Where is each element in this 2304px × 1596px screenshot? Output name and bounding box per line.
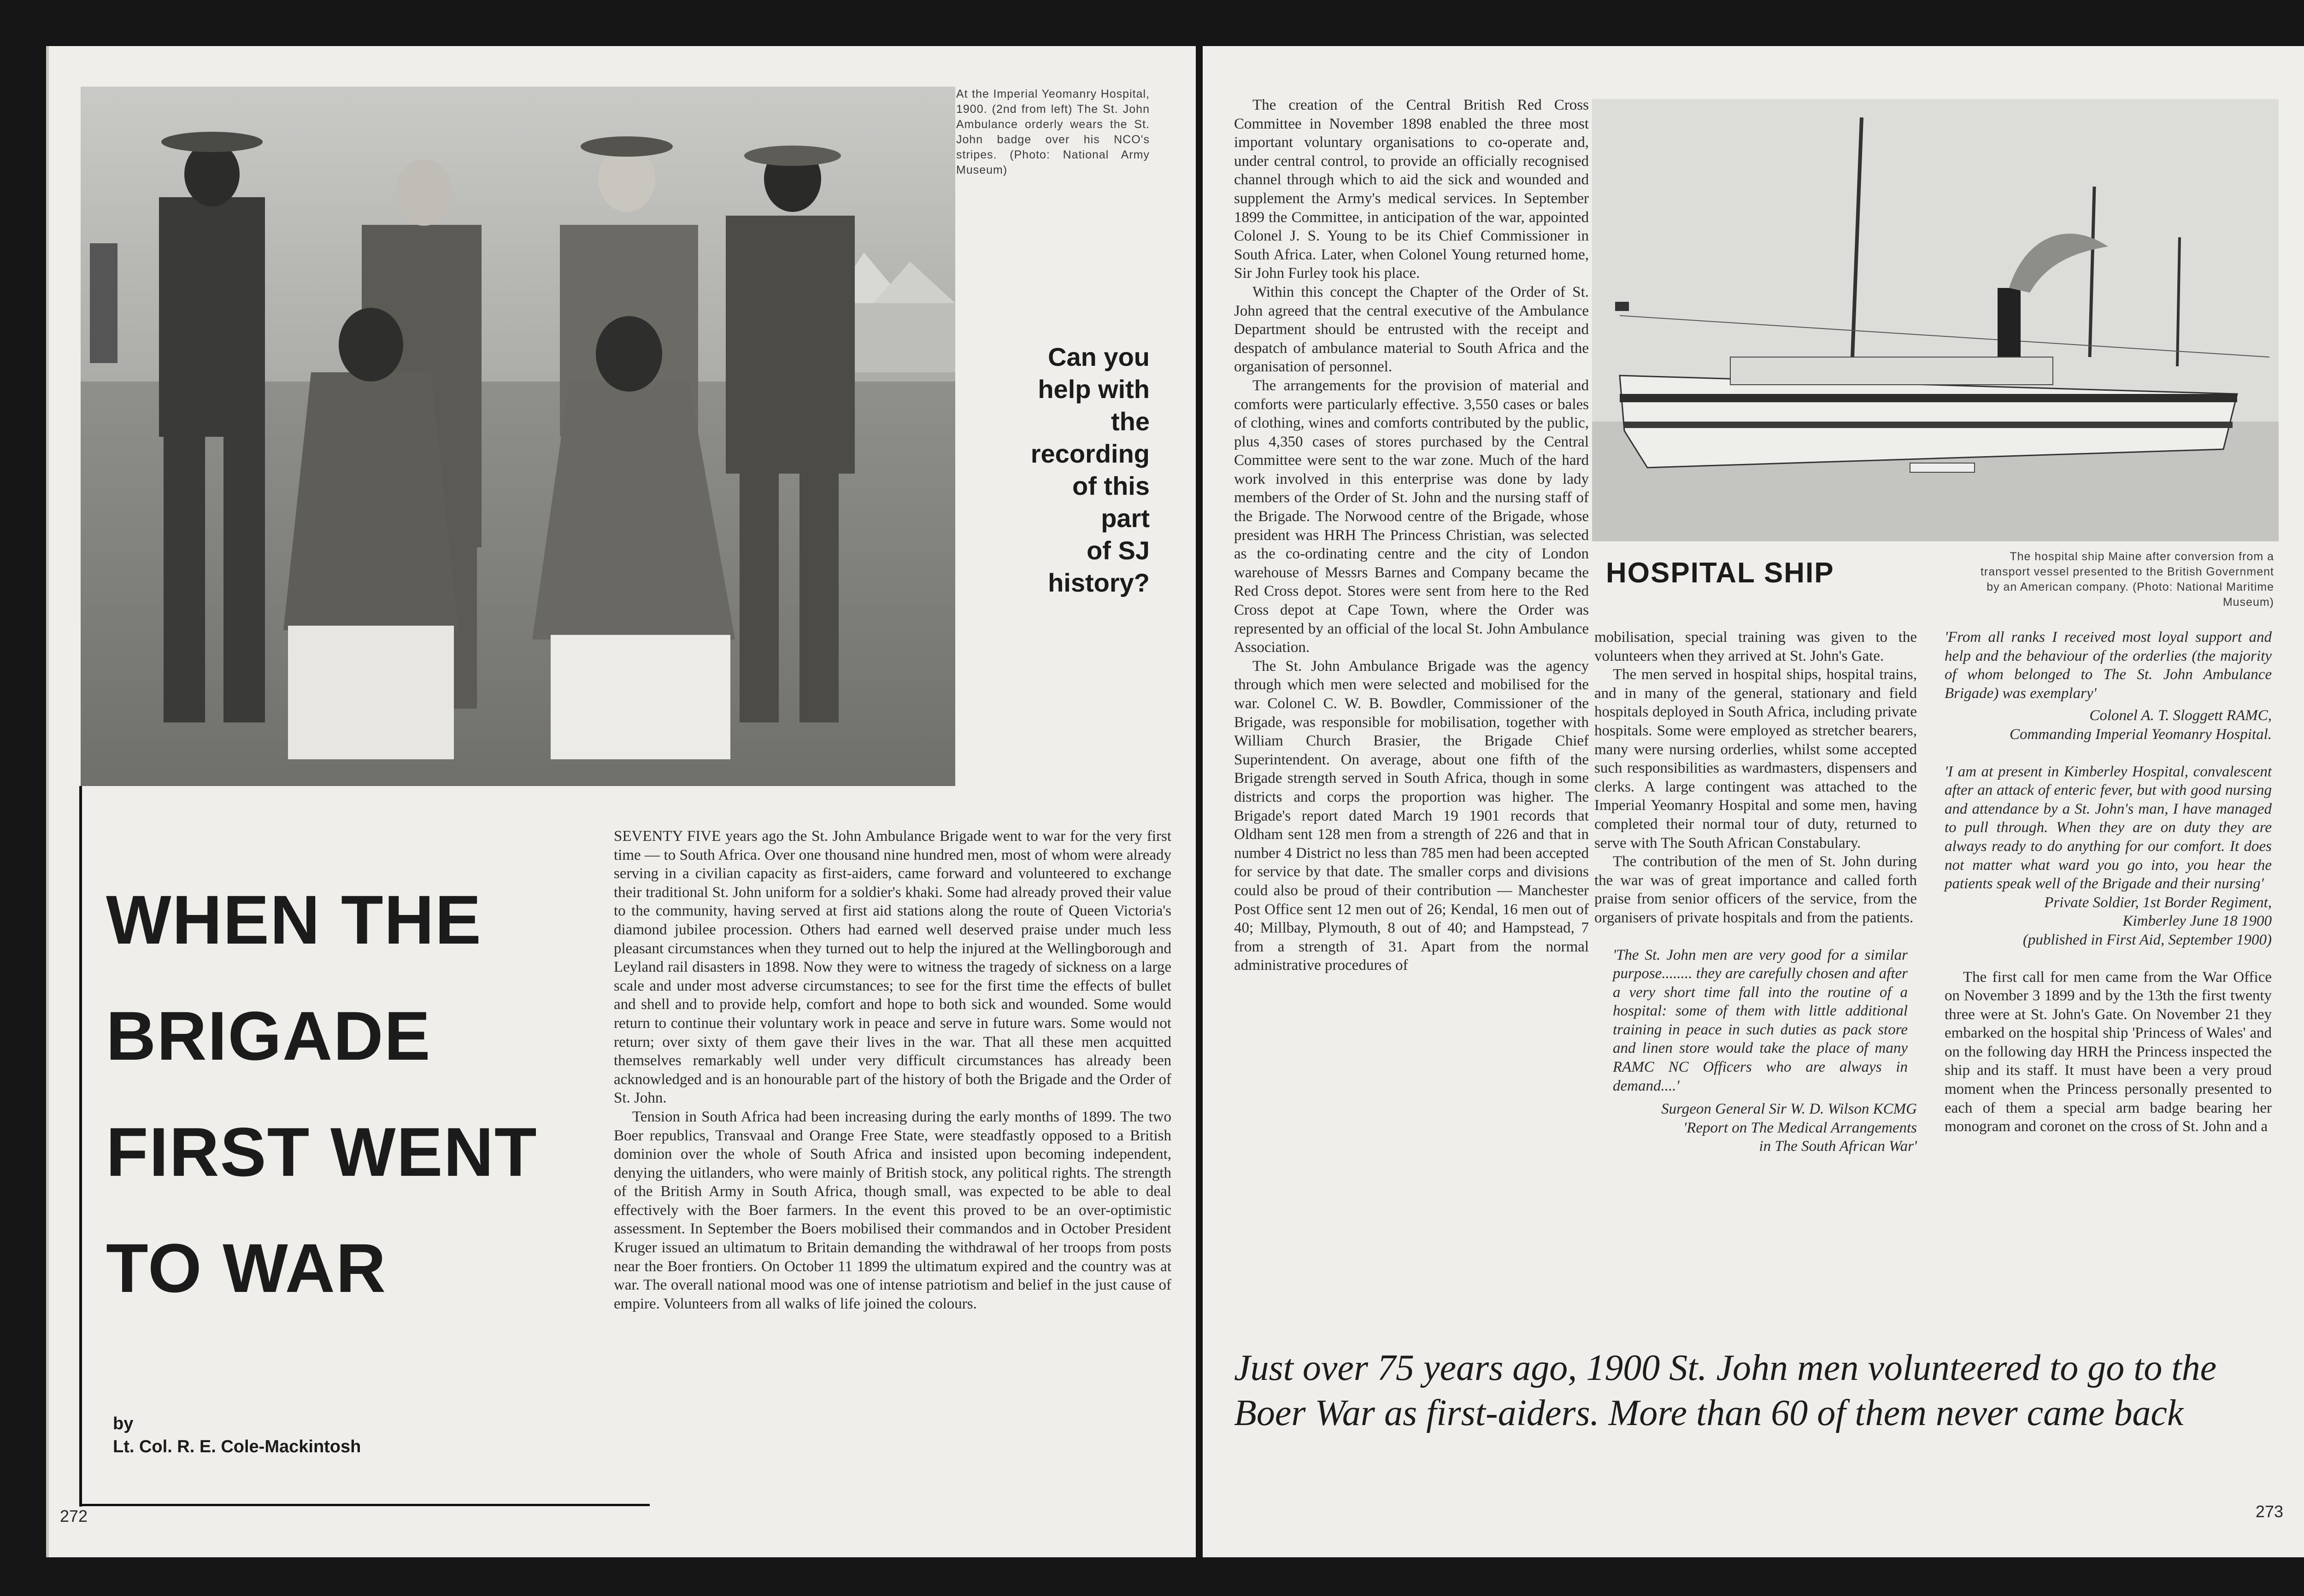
page-edge bbox=[46, 46, 49, 1557]
body-paragraph: Within this concept the Chapter of the Order of St. John agreed that the central executive of the Ambulance Department should be entrusted with the receipt and despatch of ambulance material to South Africa and the organisation of personnel. bbox=[1234, 283, 1589, 376]
hospital-ship-photo bbox=[1592, 99, 2279, 541]
yeomanry-hospital-photo bbox=[81, 87, 955, 786]
left-page bbox=[46, 46, 1196, 1557]
attribution-line: Private Soldier, 1st Border Regiment, bbox=[2044, 894, 2272, 911]
headline-frame bbox=[79, 786, 82, 1507]
headline-line: FIRST WENT bbox=[106, 1113, 538, 1191]
column-three-text bbox=[1945, 628, 2272, 1136]
attribution-line: 'Report on The Medical Arrangements bbox=[1683, 1119, 1917, 1136]
attribution-line: (published in First Aid, September 1900) bbox=[2022, 931, 2272, 948]
headline-line: TO WAR bbox=[106, 1229, 387, 1307]
ship-photo-caption: The hospital ship Maine after conversion from a transport vessel presented to the British Government by an American company. (Photo: National Maritime Museum) bbox=[1980, 550, 2274, 609]
byline-author: Lt. Col. R. E. Cole-Mackintosh bbox=[113, 1437, 361, 1456]
page-number-273: 273 bbox=[2255, 1502, 2283, 1521]
query-line: help with bbox=[1038, 375, 1150, 404]
query-line: part bbox=[1101, 504, 1150, 533]
sloggett-quote: 'From all ranks I received most loyal support and help and the behaviour of the orderlies (the majority of whom belonged to The St. John Ambulance Brigade) was exemplary' bbox=[1945, 629, 2272, 702]
ship-illustration bbox=[1592, 99, 2279, 541]
body-paragraph: Tension in South Africa had been increasing during the early months of 1899. The two Boer republics, Transvaal and Orange Free State, were steadfastly opposed to a British dominion over the whole of South Africa and insisted upon becoming independent, denying the uitlanders, who were mainly of British stock, any political rights. The strength of the British Army in South Africa, though small, was expected to be able to deal effectively with the Boer farmers. In the event this proved to be an over-optimistic assessment. In September the Boers mobilised their commandos and in October President Kruger issued an ultimatum to Britain demanding the withdrawal of her troops from posts near the Boer frontiers. On October 11 1899 the ultimatum expired and the country was at war. The overall national mood was one of intense patriotism and belief in the just cause of empire. Volunteers from all walks of life joined the colours. bbox=[614, 1108, 1171, 1312]
wilson-attribution bbox=[1594, 1100, 1917, 1156]
article-headline bbox=[106, 862, 613, 1326]
attribution-line: Colonel A. T. Sloggett RAMC, bbox=[2089, 707, 2272, 724]
query-line: of this bbox=[1072, 471, 1150, 500]
headline-line: WHEN THE bbox=[106, 881, 482, 958]
soldier-quote: 'I am at present in Kimberley Hospital, convalescent after an attack of enteric fever, but with good nursing and attendance by a St. John's man, I have managed to pull through. When they are on duty they are always ready to do anything for our comfort. It does not matter what ward you go into, you hear the patients speak well of the Brigade and their nursing' bbox=[1945, 763, 2272, 892]
body-paragraph: The first call for men came from the War Office on November 3 1899 and by the 13th the first twenty three were at St. John's Gate. On November 21 they embarked on the hospital ship 'Princess of Wales' and on the following day HRH the Princess inspected the ship and its staff. It must have been a very proud moment when the Princess personally presented to each of them a special arm badge bearing her monogram and coronet on the cross of St. John and a bbox=[1945, 968, 2272, 1135]
wilson-quote: 'The St. John men are very good for a similar purpose........ they are carefully chosen and after a very short time fall into the routine of a hospital: some of them with little additional training in peace in such duties as pack store and linen store would take the place of many RAMC NC Officers who are always in demand....' bbox=[1613, 946, 1908, 1094]
attribution-line: Commanding Imperial Yeomanry Hospital. bbox=[2010, 726, 2272, 743]
byline-by: by bbox=[113, 1414, 134, 1433]
photo-caption: At the Imperial Yeomanry Hospital, 1900. (2nd from left) The St. John Ambulance orderly wears the St. John badge over his NCO's stripes. (Photo: National Army Museum) bbox=[956, 88, 1150, 176]
body-paragraph: The men served in hospital ships, hospital trains, and in many of the general, stationary and field hospitals deployed in South Africa, including private hospitals. Some were employed as stretcher bearers, many were nursing orderlies, whilst some accepted such responsibilities as wardmasters, dispensers and clerks. A large contingent was attached to the Imperial Yeomanry Hospital and some men, having completed their normal tour of duty, returned to serve with The South African Constabulary. bbox=[1594, 666, 1917, 851]
intro-body-text bbox=[614, 827, 1171, 1313]
query-line: of SJ bbox=[1087, 536, 1150, 565]
query-line: recording bbox=[1030, 439, 1150, 468]
attribution-line: in The South African War' bbox=[1759, 1138, 1917, 1155]
body-paragraph: The arrangements for the provision of material and comforts were particularly effective. 3,550 cases or bales of clothing, wines and comforts contributed by the public, plus 4,350 cases of stores purchased by the Central Committee were sent to the war zone. Much of the hard work involved in this enterprise was done by lady members of the Order of St. John and the nursing staff of the Brigade. The Norwood centre of the Brigade, whose president was HRH The Princess Christian, was selected as the co-ordinating centre and the city of London warehouse of Messrs Barnes and Company became the Red Cross depot. Stores were sent from here to the Red Cross depot at Cape Town, where the Order was represented by an official of the local St. John Ambulance Association. bbox=[1234, 377, 1589, 656]
body-paragraph: SEVENTY FIVE years ago the St. John Ambulance Brigade went to war for the very first time — to South Africa. Over one thousand nine hundred men, most of whom were already serving in a civilian capacity as first-aiders, came forward and volunteered to exchange their traditional St. John uniform for a soldier's khaki. Some had already proved their value to the community, having served at first aid stations along the route of Queen Victoria's diamond jubilee procession. Others had earned well deserved praise under much less pleasant circumstances when they turned out to help the injured at the Wellingborough and Leyland rail disasters in 1898. Now they were to witness the tragedy of sickness on a large scale and under most adverse circumstances; to see for the first time the effects of bullet and shell and to provide help, comfort and hope to both sick and wounded. Some would return to continue their voluntary work in peace and serve in future wars. Some would not return; over sixty of them gave their lives in the war. That all these men acquitted themselves remarkably well under very difficult circumstances has already been acknowledged and is an honourable part of the history of both the Brigade and the Order of St. John. bbox=[614, 828, 1171, 1107]
body-paragraph: The St. John Ambulance Brigade was the agency through which men were selected and mobilised for the war. Colonel C. W. B. Bowdler, Commissioner of the Brigade, was responsible for mobilisation, together with William Church Brasier, the Brigade Chief Superintendent. On average, about one fifth of the Brigade strength served in South Africa, though in some districts and corps the proportion was higher. The Brigade's report dated March 19 1901 records that Oldham sent 128 men from a strength of 226 and that in number 4 District no less than 785 men had been accepted for service by that date. The smaller corps and divisions could also be proud of their contribution — Manchester Post Office sent 12 men out of 26; Kendal, 16 men out of 40; Millbay, Plymouth, 8 out of 40; and Hampstead, 7 from a strength of 31. Apart from the normal administrative procedures of bbox=[1234, 657, 1589, 974]
headline-frame-bottom bbox=[79, 1504, 650, 1506]
sloggett-attribution bbox=[1945, 706, 2272, 744]
query-line: the bbox=[1111, 407, 1150, 436]
hospital-ship-heading: HOSPITAL SHIP bbox=[1606, 557, 1834, 589]
body-paragraph: The creation of the Central British Red Cross Committee in November 1898 enabled the three most important voluntary organisations to co-operate and, under central control, to provide an officially recognised channel through which to aid the sick and wounded and supplement the Army's medical services. In September 1899 the Committee, in anticipation of the war, appointed Colonel J. S. Young to be its Chief Commissioner in South Africa. Later, when Colonel Young returned home, Sir John Furley took his place. bbox=[1234, 97, 1589, 282]
query-line: history? bbox=[1048, 568, 1150, 597]
column-one-text bbox=[1234, 96, 1589, 975]
query-line: Can you bbox=[1048, 342, 1150, 371]
soldier-attribution bbox=[1945, 893, 2272, 950]
right-page bbox=[1203, 46, 2304, 1557]
attribution-line: Surgeon General Sir W. D. Wilson KCMG bbox=[1661, 1101, 1917, 1118]
sidebar-query bbox=[963, 341, 1150, 599]
body-paragraph: The contribution of the men of St. John during the war was of great importance and called forth praise from senior officers of the service, from the organisers of private hospitals and from the patients. bbox=[1594, 853, 1917, 926]
attribution-line: Kimberley June 18 1900 bbox=[2122, 913, 2272, 930]
pull-quote: Just over 75 years ago, 1900 St. John men volunteered to go to the Boer War as first-aiders. More than 60 of them never came back bbox=[1234, 1348, 2217, 1433]
photo-illustration bbox=[81, 87, 955, 786]
body-paragraph: mobilisation, special training was given to the volunteers when they arrived at St. John's Gate. bbox=[1594, 629, 1917, 664]
byline bbox=[113, 1412, 361, 1458]
column-two-text bbox=[1594, 628, 1917, 1156]
headline-line: BRIGADE bbox=[106, 997, 431, 1074]
page-number-272: 272 bbox=[60, 1507, 88, 1526]
